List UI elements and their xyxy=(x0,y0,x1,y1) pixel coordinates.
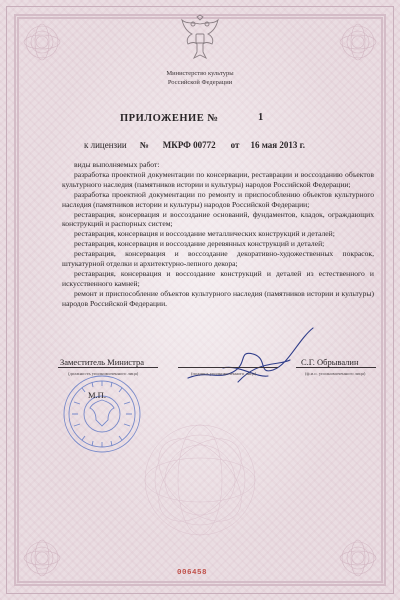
corner-rosette-top-right xyxy=(338,22,378,62)
center-guilloche-rosette xyxy=(140,420,260,540)
work-item: разработка проектной документации по ремонту и приспособлению объектов культурного наследия (памятников истории и культуры) народов Российской Федерации; xyxy=(62,189,374,209)
ministry-name-line2: Российской Федерации xyxy=(167,79,233,86)
caption-position: (должность уполномоченного лица) xyxy=(68,371,139,376)
ministry-name-line1: Министерство культуры xyxy=(166,70,234,77)
license-from: от xyxy=(230,140,240,150)
license-date: 16 мая 2013 г. xyxy=(250,140,305,150)
official-stamp-seal xyxy=(60,372,144,456)
name-underline xyxy=(296,367,376,368)
handwritten-signature xyxy=(178,320,328,390)
license-prefix: к лицензии xyxy=(84,140,127,150)
license-reference xyxy=(84,140,305,150)
works-list xyxy=(62,160,374,309)
caption-name: (ф.и.о. уполномоченного лица) xyxy=(305,371,366,376)
work-item: реставрация, консервация и воссоздание конструкций и деталей из естественного и искусственного камней; xyxy=(62,268,374,288)
appendix-title: ПРИЛОЖЕНИЕ № xyxy=(120,113,219,124)
license-number: МКРФ 00772 xyxy=(162,140,216,150)
caption-signature: (подпись уполномоченного лица) xyxy=(191,371,257,376)
double-headed-eagle-emblem-icon xyxy=(178,14,222,60)
corner-rosette-bottom-right xyxy=(338,538,378,578)
stamp-place-label: М.П. xyxy=(88,390,106,400)
signatory-position: Заместитель Министра xyxy=(60,357,144,367)
signature-underline xyxy=(178,367,278,368)
work-item: реставрация, консервация и воссоздание декоративно-художественных покрасок, штукатурной отделки и архитектурно-лепного декора; xyxy=(62,249,374,269)
works-intro: виды выполняемых работ: xyxy=(74,160,160,169)
work-item: ремонт и приспособление объектов культурного наследия (памятников истории и культуры) народов Российской Федерации. xyxy=(62,288,374,308)
signatory-name: С.Г. Обрывалин xyxy=(301,357,359,367)
license-number-sign: № xyxy=(139,140,149,150)
corner-rosette-top-left xyxy=(22,22,62,62)
work-item: реставрация, консервация и воссоздание оснований, фундаментов, кладок, ограждающих конструкций и распорных систем; xyxy=(62,209,374,229)
work-item: разработка проектной документации по консервации, реставрации и воссозданию объектов культурного наследия (памятников истории и культуры) народов Российской Федерации; xyxy=(62,169,374,189)
appendix-number: 1 xyxy=(258,112,264,123)
position-underline xyxy=(58,367,158,368)
corner-rosette-bottom-left xyxy=(22,538,62,578)
work-item: реставрация, консервация и воссоздание металлических конструкций и деталей; xyxy=(74,229,335,239)
form-serial-number: 006458 xyxy=(177,569,208,577)
work-item: реставрация, консервация и воссоздание деревянных конструкций и деталей; xyxy=(74,239,325,249)
